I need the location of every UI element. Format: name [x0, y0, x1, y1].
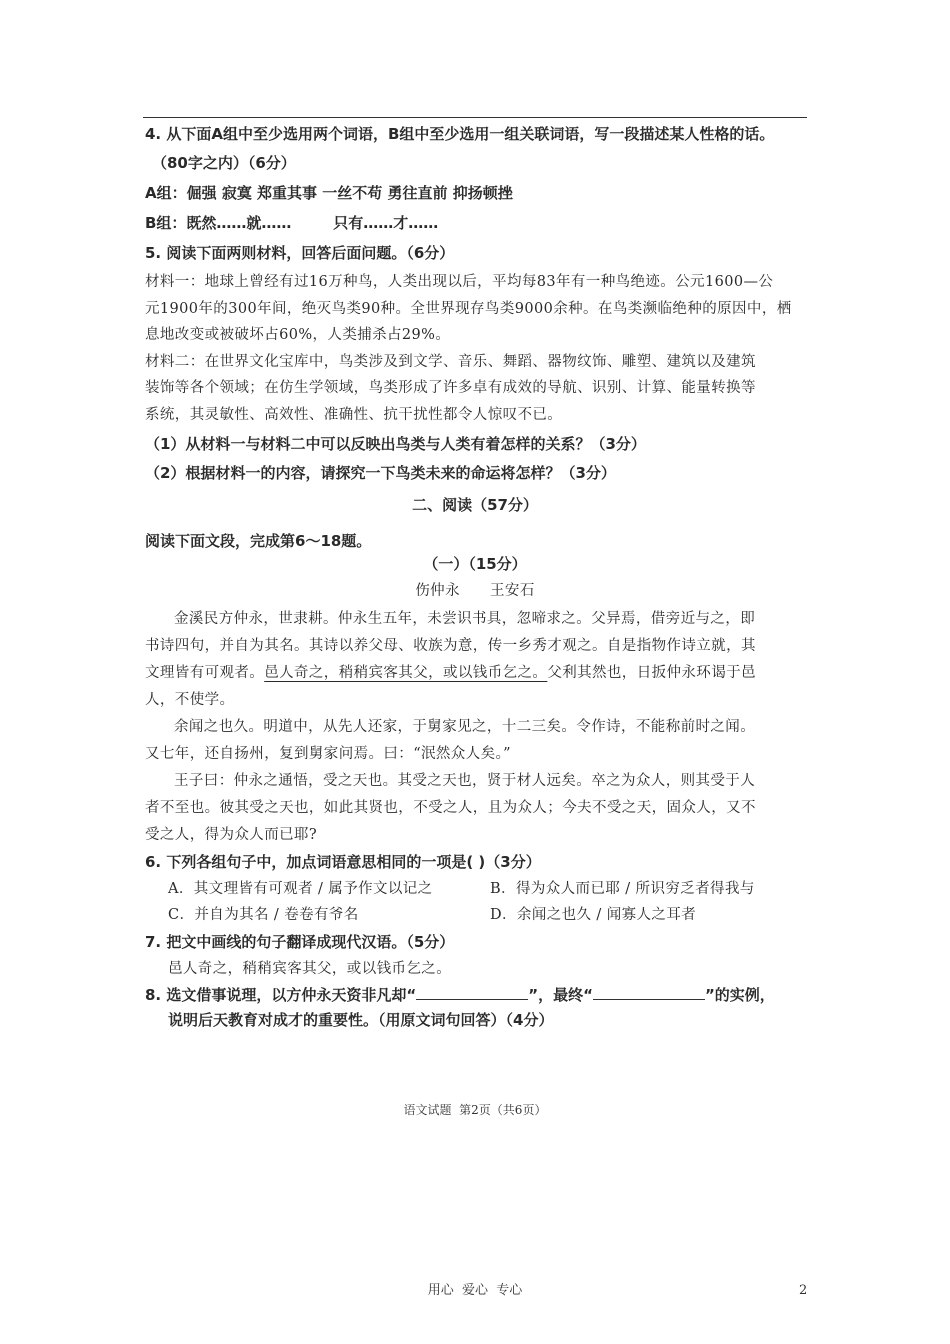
q4-line1: 4. 从下面A组中至少选用两个词语，B组中至少选用一组关联词语，写一段描述某人性格的话。 [145, 125, 775, 143]
page-footer: 语文试题 第2页（共6页） [403, 1103, 547, 1117]
q4-group-b: B组：既然……就…… 只有……才…… [145, 214, 439, 232]
q6-title: 6. 下列各组句子中，加点词语意思相同的一项是( )（3分） [145, 853, 541, 871]
q7-title: 7. 把文中画线的句子翻译成现代汉语。（5分） [145, 933, 455, 951]
essay-p1-line1: 金溪民方仲永，世隶耕。仲永生五年，未尝识书具，忽啼求之。父异焉，借旁近与之，即 [174, 611, 756, 627]
q8-text-2: ”，最终“ [528, 986, 593, 1004]
q6-option-c: C．并自为其名 / 卷卷有爷名 [168, 907, 359, 923]
q5-material1-line2: 元1900年的300年间，绝灭鸟类90种。全世界现存鸟类9000余种。在鸟类濒临绝种的原因中，栖 [145, 301, 792, 317]
q5-sub2: （2）根据材料一的内容，请探究一下鸟类未来的命运将怎样？（3分） [145, 464, 616, 482]
section-heading: 二、阅读（57分） [412, 496, 538, 514]
top-rule [143, 117, 807, 118]
answer-blank-1[interactable] [416, 987, 528, 1000]
q5-material2-line3: 系统，其灵敏性、高效性、准确性、抗干扰性都令人惊叹不已。 [145, 407, 563, 423]
page-number: 2 [799, 1283, 808, 1298]
essay-p3-line3: 受之人，得为众人而已耶? [145, 827, 318, 843]
essay-title: 伤仲永 王安石 [415, 583, 535, 599]
q5-material2-line1: 材料二：在世界文化宝库中，鸟类涉及到文学、音乐、舞蹈、器物纹饰、雕塑、建筑以及建筑 [145, 354, 756, 370]
essay-p3-line1: 王子曰：仲永之通悟，受之天也。其受之天也，贤于材人远矣。卒之为众人，则其受于人 [174, 773, 756, 789]
essay-p1-line3 [145, 666, 756, 681]
essay-p3-line2: 者不至也。彼其受之天也，如此其贤也，不受之人，且为众人；今夫不受之天，固众人，又不 [145, 800, 756, 816]
q5-sub1: （1）从材料一与材料二中可以反映出鸟类与人类有着怎样的关系？（3分） [145, 435, 646, 453]
q4-group-a: A组：倔强 寂寞 郑重其事 一丝不苟 勇往直前 抑扬顿挫 [145, 184, 513, 202]
section-intro: 阅读下面文段，完成第6～18题。 [145, 532, 372, 550]
q8-text-3: ”的实例， [704, 986, 775, 1004]
essay-p1-line3-start: 文理皆有可观者。 [145, 665, 265, 681]
essay-p1-line2: 书诗四句，并自为其名。其诗以养父母、收族为意，传一乡秀才观之。自是指物作诗立就，其 [145, 638, 756, 654]
q5-title: 5. 阅读下面两则材料，回答后面问题。（6分） [145, 244, 455, 262]
part-one-heading: （一）（15分） [423, 555, 527, 573]
q8-text-1: 8. 选文借事说理，以方仲永天资非凡却“ [145, 986, 417, 1004]
footer-slogan: 用心 爱心 专心 [427, 1283, 523, 1298]
essay-p2-line2: 又七年，还自扬州，复到舅家问焉。曰：“泯然众人矣。” [145, 746, 511, 762]
essay-p2-line1: 余闻之也久。明道中，从先人还家，于舅家见之，十二三矣。令作诗，不能称前时之闻。 [174, 719, 756, 735]
answer-blank-2[interactable] [593, 987, 705, 1000]
q8-line2: 说明后天教育对成才的重要性。（用原文词句回答）（4分） [168, 1011, 554, 1029]
q6-option-b: B．得为众人而已耶 / 所识穷乏者得我与 [490, 881, 755, 897]
q4-line2: （80字之内）（6分） [152, 154, 296, 172]
q6-option-a: A．其文理皆有可观者 / 属予作文以记之 [168, 881, 433, 897]
q5-material2-line2: 装饰等各个领域；在仿生学领域，鸟类形成了许多卓有成效的导航、识别、计算、能量转换等 [145, 380, 756, 396]
underlined-sentence: 邑人奇之，稍稍宾客其父，或以钱币乞之。 [264, 665, 548, 681]
essay-p1-line3-end: 父利其然也，日扳仲永环谒于邑 [547, 665, 756, 681]
q7-sentence: 邑人奇之，稍稍宾客其父，或以钱币乞之。 [168, 961, 452, 977]
q6-option-d: D．余闻之也久 / 闻寡人之耳者 [490, 907, 697, 923]
essay-p1-line4: 人，不使学。 [145, 692, 235, 708]
q8-line1 [145, 987, 775, 1003]
q5-material1-line1: 材料一：地球上曾经有过16万种鸟，人类出现以后，平均每83年有一种鸟绝迹。公元1600—公 [145, 274, 774, 290]
q5-material1-line3: 息地改变或被破坏占60%，人类捕杀占29%。 [145, 327, 451, 343]
